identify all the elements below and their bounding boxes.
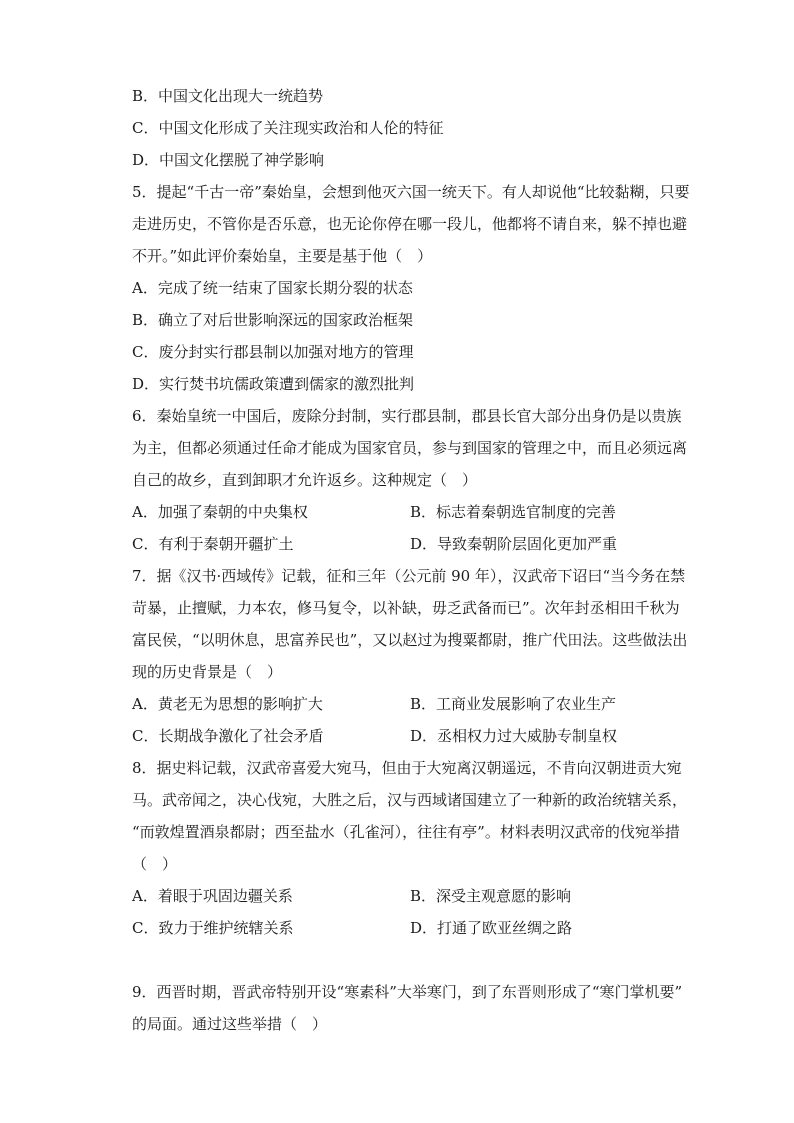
prev-option-b: B．中国文化出现大一统趋势 — [132, 87, 324, 105]
q5-stem-line-3: 不开。”如此评价秦始皇，主要是基于他（ ） — [132, 247, 433, 265]
q8-option-c: C．致力于维护统辖关系 — [132, 919, 294, 937]
q6-stem-line-3: 自己的故乡，直到卸职才允许返乡。这种规定（ ） — [132, 471, 478, 489]
q5-stem-line-2: 走进历史，不管你是否乐意，也无论你停在哪一段儿，他都将不请自来，躲不掉也避 — [132, 215, 688, 233]
q8-option-a: A．着眼于巩固边疆关系 — [132, 887, 293, 905]
q7-stem-line-4: 现的历史背景是（ ） — [132, 663, 283, 681]
q5-option-a: A．完成了统一结束了国家长期分裂的状态 — [132, 279, 413, 297]
q8-option-d: D．打通了欧亚丝绸之路 — [410, 919, 573, 937]
q7-option-a: A．黄老无为思想的影响扩大 — [132, 695, 323, 713]
q6-option-b: B．标志着秦朝选官制度的完善 — [410, 503, 617, 521]
q8-option-b: B．深受主观意愿的影响 — [410, 887, 572, 905]
q7-option-b: B．工商业发展影响了农业生产 — [410, 695, 617, 713]
q6-option-d: D．导致秦朝阶层固化更加严重 — [410, 535, 618, 553]
q6-stem-line-1: 6．秦始皇统一中国后，废除分封制，实行郡县制，郡县长官大部分出身仍是以贵族 — [132, 407, 682, 425]
q8-stem-line-2: 马。武帝闻之，决心伐宛，大胜之后，汉与西域诸国建立了一种新的政治统辖关系， — [132, 791, 688, 809]
prev-option-d: D．中国文化摆脱了神学影响 — [132, 151, 325, 169]
q7-stem-line-3: 富民侯，“以明休息，思富养民也”，又以赵过为搜粟都尉，推广代田法。这些做法出 — [132, 631, 688, 649]
q8-stem-line-4: （ ） — [132, 855, 178, 873]
q8-stem-line-1: 8．据史料记载，汉武帝喜爱大宛马，但由于大宛离汉朝遥远，不肯向汉朝进贡大宛 — [132, 759, 682, 777]
prev-option-c: C．中国文化形成了关注现实政治和人伦的特征 — [132, 119, 444, 137]
q5-option-b: B．确立了对后世影响深远的国家政治框架 — [132, 311, 414, 329]
q6-option-a: A．加强了秦朝的中央集权 — [132, 503, 308, 521]
q9-stem-line-1: 9．西晋时期，晋武帝特别开设“寒素科”大举寒门，到了东晋则形成了“寒门掌机要” — [132, 983, 683, 1001]
q7-option-d: D．丞相权力过大威胁专制皇权 — [410, 727, 618, 745]
q9-stem-line-2: 的局面。通过这些举措（ ） — [132, 1015, 328, 1033]
q5-option-d: D．实行焚书坑儒政策遭到儒家的激烈批判 — [132, 375, 415, 393]
q5-option-c: C．废分封实行郡县制以加强对地方的管理 — [132, 343, 414, 361]
q8-stem-line-3: “而敦煌置酒泉都尉；西至盐水（孔雀河），往往有亭”。材料表明汉武帝的伐宛举措 — [132, 823, 680, 841]
q6-option-c: C．有利于秦朝开疆扩土 — [132, 535, 294, 553]
q5-stem-line-1: 5．提起“千古一帝”秦始皇，会想到他灭六国一统天下。有人却说他“比较黏糊，只要 — [132, 183, 690, 201]
q7-stem-line-1: 7．据《汉书·西域传》记载，征和三年（公元前 90 年），汉武帝下诏曰“当今务在禁 — [132, 567, 686, 585]
q6-stem-line-2: 为主，但都必须通过任命才能成为国家官员，参与到国家的管理之中，而且必须远离 — [132, 439, 688, 457]
q7-stem-line-2: 苛暴，止擅赋，力本农，修马复令，以补缺，毋乏武备而已”。次年封丞相田千秋为 — [132, 599, 680, 617]
q7-option-c: C．长期战争激化了社会矛盾 — [132, 727, 324, 745]
